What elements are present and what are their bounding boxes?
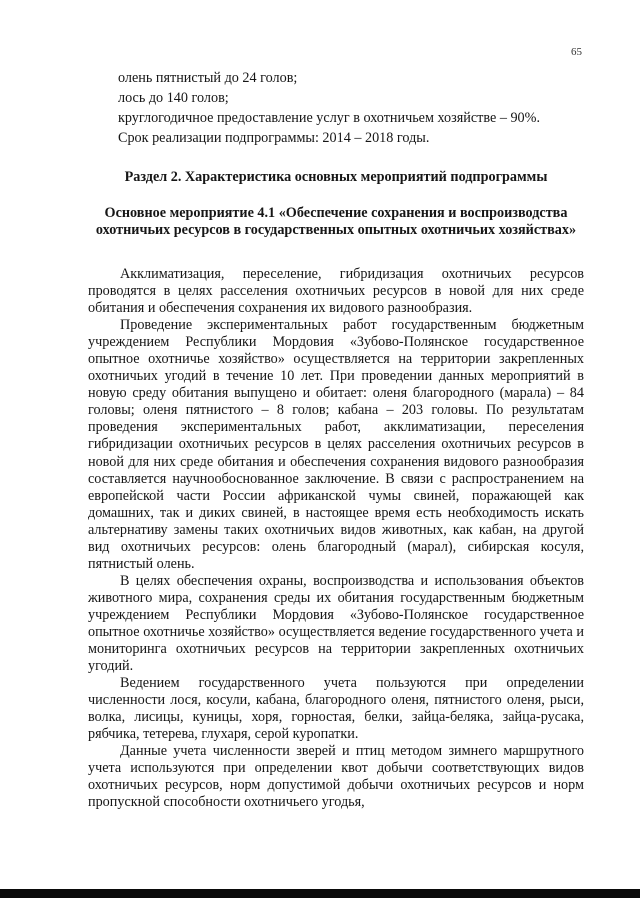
paragraph: Проведение экспериментальных работ государственным бюджетным учреждением Республики Мордовия «Зубово-Полянское государственное опытное охотничье хозяйство» осуществляется на территории закрепленных охотничьих угодий в течение 10 лет. При проведении данных мероприятий в новую среду обитания выпущено и обитает: оленя благородного (марала) – 84 головы; оленя пятнистого – 8 голов; кабана – 203 головы. По результатам проведения экспериментальных работ, акклиматизации, переселения гибридизации охотничьих ресурсов в целях расселения охотничьих ресурсов в новой для них среде обитания и обеспечения сохранения видового разнообразия составляется научнообоснованное заключение. В связи с распространением на европейской части России африканской чумы свиней, поражающей как домашних, так и диких свиней, в настоящее время есть необходимость искать альтернативу замены таких охотничьих видов животных, как кабан, на другой вид охотничьих ресурсов: олень благородный (марал), сибирская косуля, пятнистый олень. (88, 317, 584, 572)
intro-line: Срок реализации подпрограммы: 2014 – 2018 годы. (118, 130, 430, 146)
paragraph: Данные учета численности зверей и птиц методом зимнего маршрутного учета используются при определении квот добычи соответствующих видов охотничьих ресурсов, норм допустимой добычи охотничьих ресурсов и норм пропускной способности охотничьего угодья, (88, 743, 584, 811)
intro-line: лось до 140 голов; (118, 90, 229, 106)
intro-list (88, 68, 584, 148)
page-number: 65 (571, 46, 582, 58)
body-text (88, 266, 584, 812)
paragraph: Акклиматизация, переселение, гибридизация охотничьих ресурсов проводятся в целях расселения охотничьих ресурсов в новой для них среде обитания и обеспечения сохранения их видового разнообразия. (88, 266, 584, 317)
paragraph: Ведением государственного учета пользуются при определении численности лося, косули, кабана, благородного оленя, пятнистого оленя, рыси, волка, лисицы, куницы, хоря, горностая, белки, зайца-беляка, зайца-русака, рябчика, тетерева, глухаря, серой куропатки. (88, 675, 584, 743)
intro-line: круглогодичное предоставление услуг в охотничьем хозяйстве – 90%. (118, 110, 541, 126)
paragraph: В целях обеспечения охраны, воспроизводства и использования объектов животного мира, сохранения среды их обитания государственным бюджетным учреждением Республики Мордовия «Зубово-Полянское государственное опытное охотничье хозяйство» осуществляется ведение государственного учета и мониторинга охотничьих ресурсов на территории закрепленных охотничьих угодий. (88, 572, 584, 675)
section-title: Раздел 2. Характеристика основных мероприятий подпрограммы (124, 169, 548, 185)
intro-line: олень пятнистый до 24 голов; (118, 70, 298, 86)
measure-title: Основное мероприятие 4.1 «Обеспечение сохранения и воспроизводства охотничьих ресурсов в государственных опытных охотничьих хозяйствах» (95, 205, 577, 238)
scan-bottom-edge (0, 889, 640, 898)
